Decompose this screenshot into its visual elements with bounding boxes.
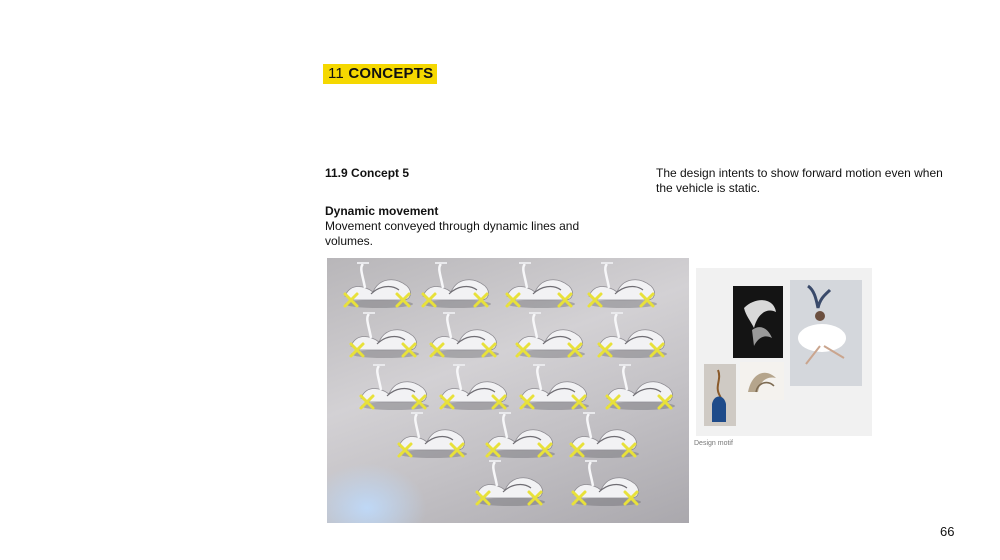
- movement-title: Dynamic movement: [325, 204, 439, 218]
- section-number: 11: [328, 65, 344, 82]
- scooter-sketch: [399, 413, 467, 458]
- dark-sculpture-image: [733, 286, 783, 358]
- ribbon-sculpture-image: [740, 362, 784, 400]
- scooter-sketch: [345, 263, 413, 308]
- glass-sculpture-image: [704, 364, 736, 426]
- scooter-sketch: [423, 263, 491, 308]
- design-intent-text: The design intents to show forward motion even when the vehicle is static.: [656, 166, 943, 195]
- dancer-image: [790, 280, 862, 386]
- movement-description: Movement conveyed through dynamic lines and volumes.: [325, 219, 580, 248]
- scooter-sketch: [589, 263, 657, 308]
- scooter-sketch: [351, 313, 419, 358]
- design-motif-moodboard: [696, 268, 872, 436]
- scooter-sketch: [607, 365, 675, 410]
- concept-sketch-board: [327, 258, 689, 523]
- scooter-sketch: [521, 365, 589, 410]
- section-tag: [323, 64, 437, 84]
- scooter-sketch: [487, 413, 555, 458]
- scooter-sketch: [571, 413, 639, 458]
- page-number: 66: [940, 524, 955, 539]
- scooter-sketch: [431, 313, 499, 358]
- scooter-sketch: [441, 365, 509, 410]
- concept-heading: 11.9 Concept 5: [325, 166, 410, 180]
- sketch-board-glow: [327, 463, 427, 523]
- scooter-sketch: [361, 365, 429, 410]
- scooter-sketch: [507, 263, 575, 308]
- scooter-sketch: [573, 461, 641, 506]
- scooter-sketch: [599, 313, 667, 358]
- moodboard-caption: Design motif: [694, 440, 733, 447]
- moodboard-canvas: [696, 268, 872, 436]
- scooter-sketch: [477, 461, 545, 506]
- section-title: CONCEPTS: [348, 65, 434, 82]
- scooter-sketch: [517, 313, 585, 358]
